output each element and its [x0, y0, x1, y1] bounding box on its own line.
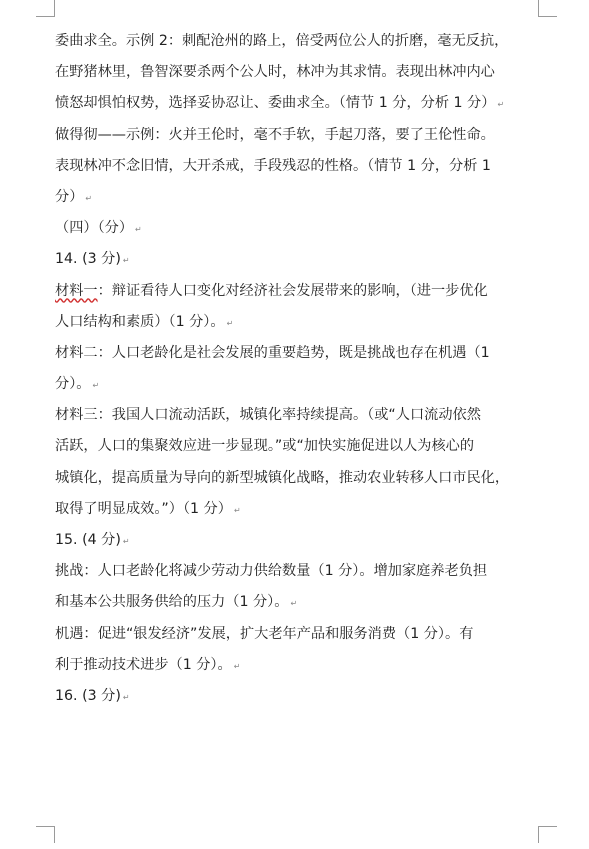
line-text: 材料二：人口老龄化是社会发展的重要趋势，既是挑战也存在机遇（1 — [55, 344, 490, 361]
text-line[interactable] — [55, 244, 545, 275]
text-line[interactable] — [55, 88, 545, 119]
line-text: 分）。 — [55, 376, 91, 393]
line-text: 14. (3 分) — [55, 251, 121, 268]
paragraph-mark-icon: ↵ — [122, 537, 130, 546]
spellcheck-underline[interactable]: 材料一 — [55, 282, 98, 299]
page-corner-mark-bottom-left — [36, 826, 55, 843]
text-line[interactable] — [55, 587, 545, 618]
paragraph-mark-icon: ↵ — [497, 100, 505, 110]
text-line[interactable] — [55, 463, 545, 494]
line-text: 利于推动技术进步（1 分）。 — [55, 656, 232, 673]
line-text: 活跃，人口的集聚效应进一步显现。”或“加快实施促进以人为核心的 — [55, 438, 475, 455]
text-line[interactable] — [55, 494, 545, 525]
line-text: 15. (4 分) — [55, 532, 121, 548]
text-line[interactable] — [55, 369, 545, 400]
text-line[interactable] — [55, 619, 545, 650]
line-text: 16. (3 分) — [55, 687, 121, 704]
paragraph-mark-icon: ↵ — [122, 256, 130, 266]
paragraph-mark-icon: ↵ — [233, 661, 241, 671]
line-text: 材料三：我国人口流动活跃，城镇化率持续提高。（或“人口流动依然 — [55, 407, 481, 424]
line-text: 愤怒却惧怕权势，选择妥协忍让、委曲求全。（情节 1 分，分析 1 分） — [55, 95, 496, 112]
paragraph-mark-icon: ↵ — [122, 692, 130, 702]
text-line[interactable] — [55, 213, 545, 244]
line-text: 机遇：促进“银发经济”发展，扩大老年产品和服务消费（1 分）。有 — [55, 625, 474, 642]
line-text: 委曲求全。示例 2：刺配沧州的路上，倍受两位公人的折磨，毫无反抗， — [55, 33, 509, 49]
paragraph-mark-icon: ↵ — [290, 599, 298, 609]
line-text: 在野猪林里，鲁智深要杀两个公人时，林冲为其求情。表现出林冲内心 — [55, 64, 495, 81]
paragraph-mark-icon: ↵ — [92, 381, 100, 391]
text-line[interactable] — [55, 400, 545, 431]
text-line[interactable] — [55, 26, 545, 57]
text-line[interactable] — [55, 650, 545, 681]
line-text: 城镇化，提高质量为导向的新型城镇化战略，推动农业转移人口市民化， — [55, 469, 510, 486]
line-text: 取得了明显成效。”）（1 分） — [55, 500, 232, 517]
text-line[interactable] — [55, 120, 545, 151]
text-line[interactable] — [55, 182, 545, 213]
paragraph-mark-icon: ↵ — [233, 505, 241, 515]
line-text: 人口结构和素质）（1 分）。 — [55, 313, 225, 330]
page-corner-mark-top-right — [538, 0, 557, 17]
line-text: 分） — [55, 188, 84, 205]
line-text: 和基本公共服务供给的压力（1 分）。 — [55, 594, 289, 611]
text-line[interactable] — [55, 307, 545, 338]
text-line[interactable] — [55, 431, 545, 462]
page-corner-mark-bottom-right — [538, 826, 557, 843]
paragraph-mark-icon: ↵ — [85, 193, 93, 203]
text-line[interactable] — [55, 338, 545, 369]
paragraph-mark-icon: ↵ — [226, 318, 234, 328]
text-line[interactable] — [55, 556, 545, 587]
text-line[interactable] — [55, 276, 545, 307]
line-text: 表现林冲不念旧情，大开杀戒，手段残忍的性格。（情节 1 分，分析 1 — [55, 157, 491, 174]
line-text — [55, 283, 488, 299]
text-line[interactable] — [55, 151, 545, 182]
line-text: （四）（分） — [55, 220, 134, 237]
text-line[interactable] — [55, 681, 545, 712]
document-body[interactable] — [55, 26, 545, 712]
paragraph-mark-icon: ↵ — [135, 225, 142, 235]
line-text-rest: ：辩证看待人口变化对经济社会发展带来的影响，（进一步优化 — [97, 282, 488, 299]
page-corner-mark-top-left — [36, 0, 55, 17]
line-text: 挑战：人口老龄化将减少劳动力供给数量（1 分）。增加家庭养老负担 — [55, 563, 488, 580]
text-line[interactable] — [55, 57, 545, 88]
text-line[interactable] — [55, 525, 545, 556]
line-text: 做得彻——示例：火并王伦时，毫不手软，手起刀落，要了王伦性命。 — [55, 126, 495, 143]
